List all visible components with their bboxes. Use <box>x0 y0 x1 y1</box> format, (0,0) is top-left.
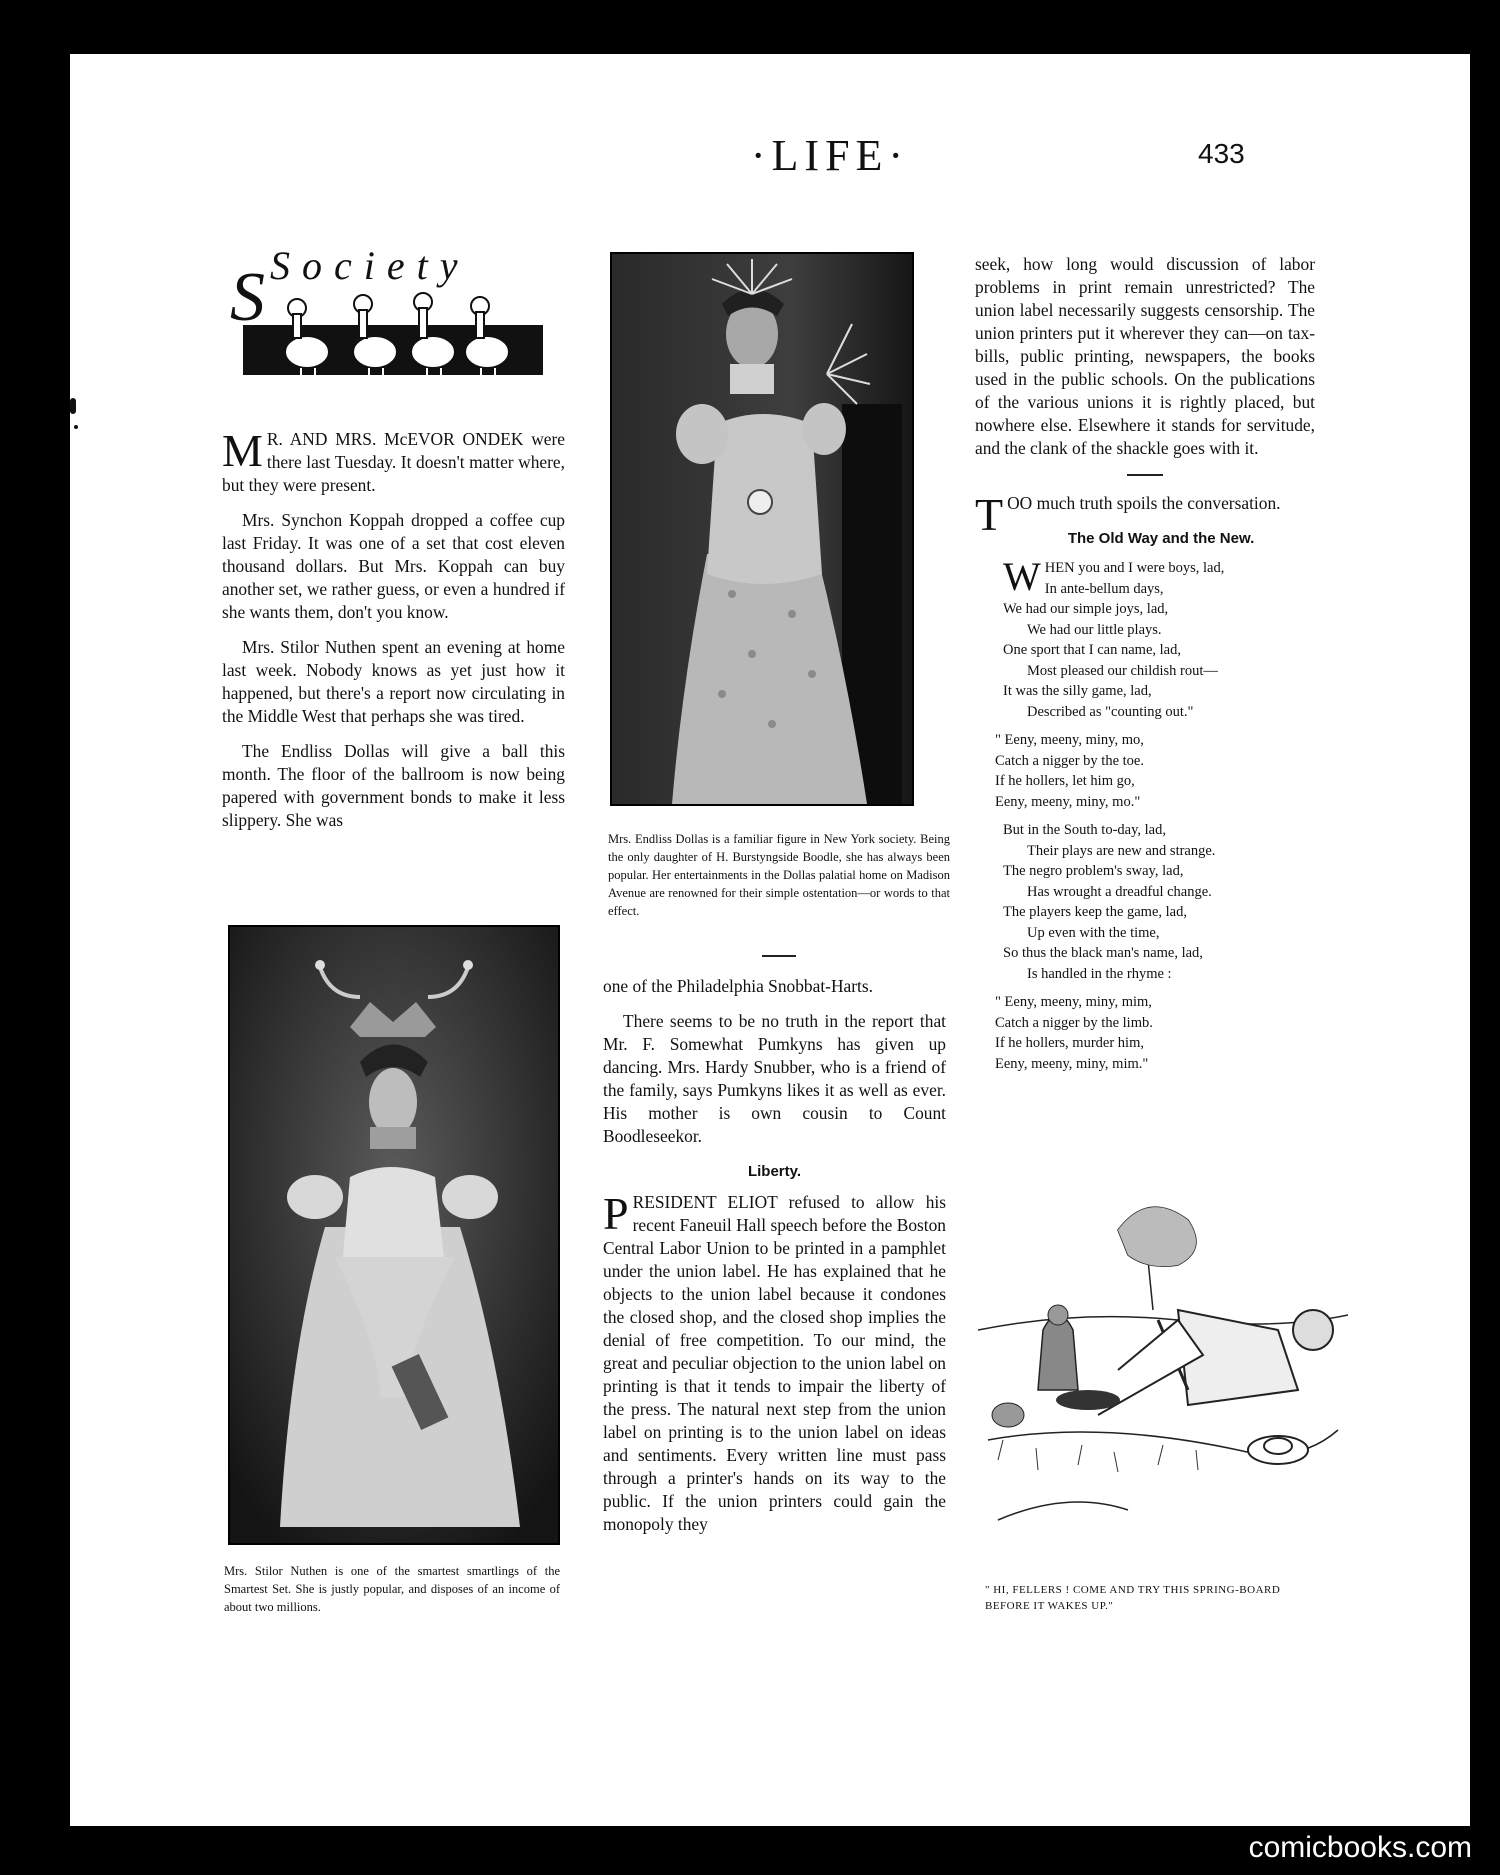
heading-liberty: Liberty. <box>747 1163 802 1180</box>
poem-line: It was the silly game, lad, <box>1003 683 1152 699</box>
poem-line: We had our little plays. <box>1027 621 1162 638</box>
paragraph-union-label: seek, how long would discussion of labor problems in print remain unrestricted? The union label necessarily suggests censorship. The union printers put it wherever they can—on tax-bills, public printing, newspapers, the books used in the public schools. On the publications of the various unions it is rightly placed, but nowhere else. Elsewhere it stands for servitude, and the clank of the shackle goes with it. <box>975 254 1315 458</box>
paragraph-snobbat-harts: one of the Philadelphia Snobbat-Harts. <box>603 976 873 996</box>
poem-line: If he hollers, murder him, <box>995 1035 1144 1051</box>
poem-line: HEN you and I were boys, lad, <box>1044 560 1225 576</box>
paragraph-dollas: The Endliss Dollas will give a ball this month. The floor of the ballroom is now being papered with government bonds to make it less slippery. She was <box>222 741 565 830</box>
paragraph-ondek: M R. AND MRS. McEVOR ONDEK were there last Tuesday. It doesn't matter where, but they were present. <box>222 425 565 495</box>
poem-line: Most pleased our childish rout— <box>1027 662 1218 679</box>
caption-dollas: Mrs. Endliss Dollas is a familiar figure in New York society. Being the only daughter of H. Burstyngside Boodle, she has always been popular. Her entertainments in the Dollas palatial home on Madison Avenue are renowned for their simple ostentation—or words to that effect. <box>608 832 950 918</box>
poem-line: Their plays are new and strange. <box>1027 842 1216 859</box>
binding-dot <box>74 425 78 429</box>
poem-line: The negro problem's sway, lad, <box>1003 863 1184 879</box>
poem-line: Eeny, meeny, miny, mim." <box>995 1055 1149 1072</box>
poem-line: " Eeny, meeny, miny, mo, <box>995 732 1144 748</box>
poem-line: Eeny, meeny, miny, mo." <box>995 793 1141 810</box>
column-2 <box>603 975 946 1536</box>
poem-line: If he hollers, let him go, <box>995 773 1135 789</box>
paragraph-koppah: Mrs. Synchon Koppah dropped a coffee cup last Friday. It was one of a set that cost eleven thousand dollars. But Mrs. Koppah can buy another set, we rather guess, or even a hundred if she wants them, don't you know. <box>222 510 565 622</box>
drop-cap: P <box>603 1188 629 1239</box>
cartoon-illustration <box>978 1190 1348 1545</box>
poem-title: The Old Way and the New. <box>1067 530 1255 547</box>
paragraph-nuthen: Mrs. Stilor Nuthen spent an evening at home last week. Nobody knows as yet just how it happened, but there's a report now circulating in the Middle West that perhaps she was tired. <box>222 637 565 726</box>
poem-line: Has wrought a dreadful change. <box>1027 883 1212 900</box>
section-rule <box>762 955 796 957</box>
photo-mrs-endliss-dollas <box>610 252 914 806</box>
svg-text:S: S <box>230 259 265 336</box>
rhyme-1 <box>995 730 1315 812</box>
poem-line: " Eeny, meeny, miny, mim, <box>995 994 1152 1010</box>
column-1 <box>222 425 565 832</box>
cartoon-caption: " HI, FELLERS ! COME AND TRY THIS SPRING-BOARD BEFORE IT WAKES UP." <box>985 1584 1281 1612</box>
poem <box>975 554 1315 1074</box>
section-rule <box>1127 474 1163 476</box>
masthead: ·LIFE· <box>750 131 910 180</box>
rhyme-2 <box>995 992 1315 1074</box>
poem-line: The players keep the game, lad, <box>1003 904 1187 920</box>
poem-line: But in the South to-day, lad, <box>1003 822 1166 838</box>
page-number: 433 <box>1198 138 1245 169</box>
drop-cap: M <box>222 425 263 476</box>
poem-line: Catch a nigger by the toe. <box>995 752 1144 769</box>
society-heading-illustration <box>225 240 555 395</box>
drop-cap: W <box>1003 554 1041 599</box>
society-heading: Society <box>270 243 470 288</box>
poem-line: One sport that I can name, lad, <box>1003 642 1181 658</box>
caption-nuthen: Mrs. Stilor Nuthen is one of the smartest smartlings of the Smartest Set. She is justly popular, and disposes of an income of about two millions. <box>224 1564 560 1614</box>
drop-cap: T <box>975 489 1004 540</box>
poem-line: So thus the black man's name, lad, <box>1003 945 1203 961</box>
poem-line: Up even with the time, <box>1027 924 1160 941</box>
photo-mrs-stilor-nuthen <box>228 925 560 1545</box>
poem-line: Catch a nigger by the limb. <box>995 1014 1153 1031</box>
paragraph-liberty: PRESIDENT ELIOT refused to allow his recent Faneuil Hall speech before the Boston Central Labor Union to be printed in a pamphlet under the union label. He has explained that he objects to the union label because it condones the closed shop, and the closed shop implies the denial of free competition. To our mind, the great and peculiar objection to the union label on printing is that it tends to impair the liberty of the press. The natural next step from the union label on printing is to the union label on ideas and sentiments. Every written line must pass through a printer's hands on its way to the public. If the union printers could gain the monopoly they <box>603 1188 946 1534</box>
column-3 <box>975 253 1315 1082</box>
paragraph-truth: TOO much truth spoils the conversation. <box>975 489 1281 540</box>
paragraph-pumkyns: There seems to be no truth in the report that Mr. F. Somewhat Pumkyns has given up dancing. Mrs. Hardy Snubber, who is a friend of the family, says Pumkyns likes it as well as ever. His mother is own cousin to Count Boodleseekor. <box>603 1011 946 1146</box>
poem-line: We had our simple joys, lad, <box>1003 601 1169 617</box>
poem-stanza-2 <box>1003 820 1315 984</box>
binding-mark <box>70 398 76 414</box>
poem-line: Is handled in the rhyme : <box>1027 965 1172 982</box>
poem-stanza-1 <box>1003 554 1315 722</box>
watermark: comicbooks.com <box>1248 1831 1472 1864</box>
poem-line: In ante-bellum days, <box>1044 580 1164 597</box>
poem-line: Described as "counting out." <box>1027 703 1194 720</box>
